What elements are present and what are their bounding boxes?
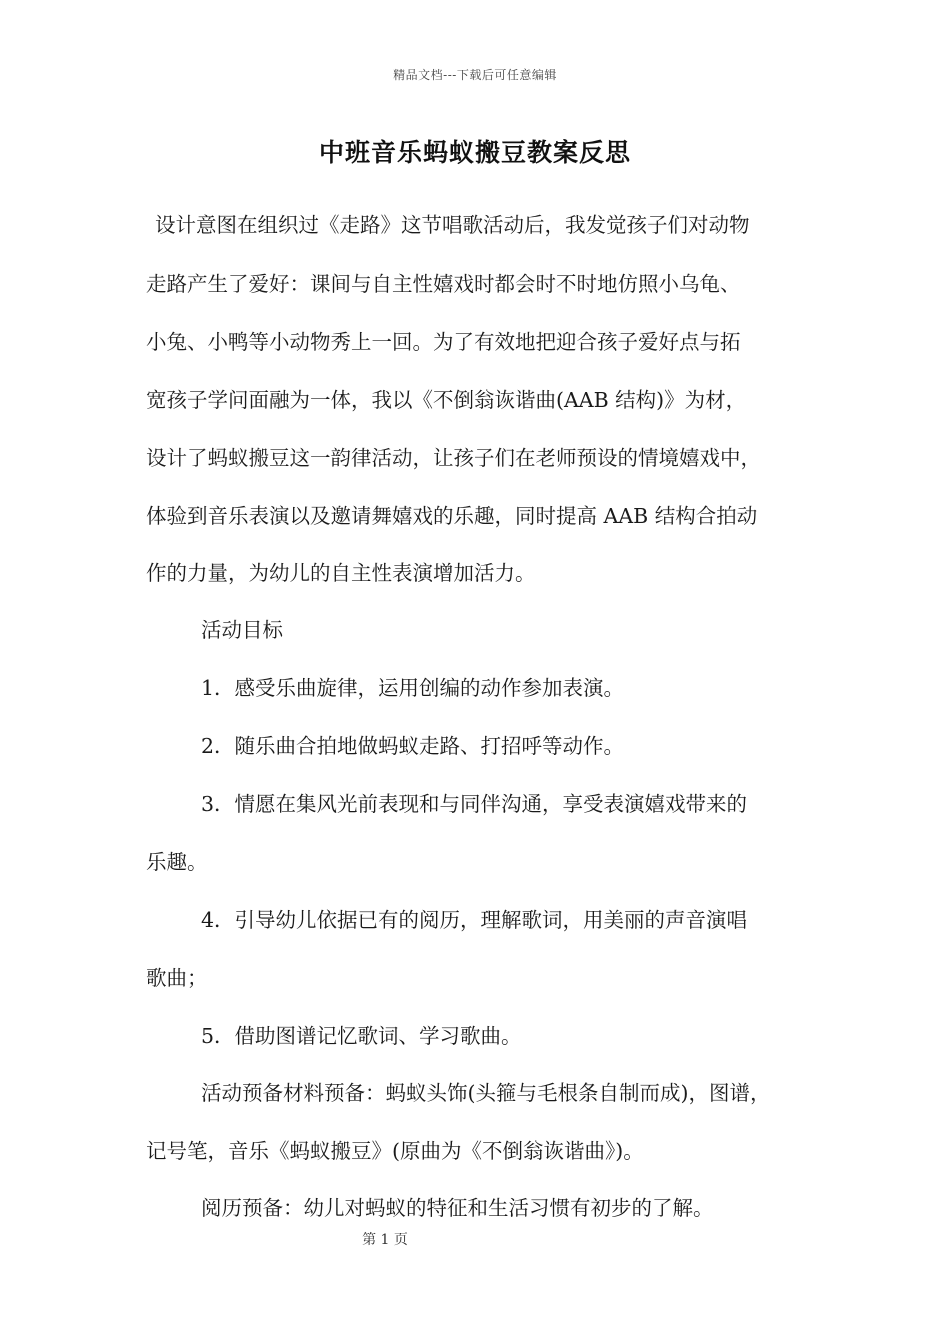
list-item: 5．借助图谱记忆歌词、学习歌曲。 xyxy=(201,1024,522,1048)
paragraph-line: 小兔、小鸭等小动物秀上一回。为了有效地把迎合孩子爱好点与拓 xyxy=(146,330,741,354)
paragraph-line: 体验到音乐表演以及邀请舞嬉戏的乐趣，同时提高 AAB 结构合拍动 xyxy=(146,504,758,528)
list-item: 1．感受乐曲旋律，运用创编的动作参加表演。 xyxy=(201,676,625,700)
paragraph-line: 宽孩子学问面融为一体，我以《不倒翁诙谐曲(AAB 结构)》为材， xyxy=(146,388,747,412)
page-number: 第 1 页 xyxy=(362,1232,408,1248)
document-title: 中班音乐蚂蚁搬豆教案反思 xyxy=(318,138,631,167)
header-note: 精品文档---下载后可任意编辑 xyxy=(393,68,557,82)
list-item-continuation: 乐趣。 xyxy=(146,850,208,874)
paragraph-line: 记号笔，音乐《蚂蚁搬豆》(原曲为《不倒翁诙谐曲》)。 xyxy=(146,1139,644,1163)
paragraph-line: 活动预备材料预备：蚂蚁头饰(头箍与毛根条自制而成)，图谱， xyxy=(201,1081,771,1105)
paragraph-line: 设计了蚂蚁搬豆这一韵律活动，让孩子们在老师预设的情境嬉戏中， xyxy=(146,446,761,470)
paragraph-line: 阅历预备：幼儿对蚂蚁的特征和生活习惯有初步的了解。 xyxy=(201,1196,714,1220)
paragraph-line: 走路产生了爱好：课间与自主性嬉戏时都会时不时地仿照小乌龟、 xyxy=(146,272,741,296)
section-heading: 活动目标 xyxy=(201,618,283,642)
list-item-continuation: 歌曲； xyxy=(146,966,208,990)
paragraph-line: 作的力量，为幼儿的自主性表演增加活力。 xyxy=(146,561,536,585)
paragraph-line: 设计意图在组织过《走路》这节唱歌活动后，我发觉孩子们对动物 xyxy=(155,213,750,237)
list-item: 4．引导幼儿依据已有的阅历，理解歌词，用美丽的声音演唱 xyxy=(201,908,748,932)
list-item: 3．情愿在集风光前表现和与同伴沟通，享受表演嬉戏带来的 xyxy=(201,792,748,816)
list-item: 2．随乐曲合拍地做蚂蚁走路、打招呼等动作。 xyxy=(201,734,625,758)
